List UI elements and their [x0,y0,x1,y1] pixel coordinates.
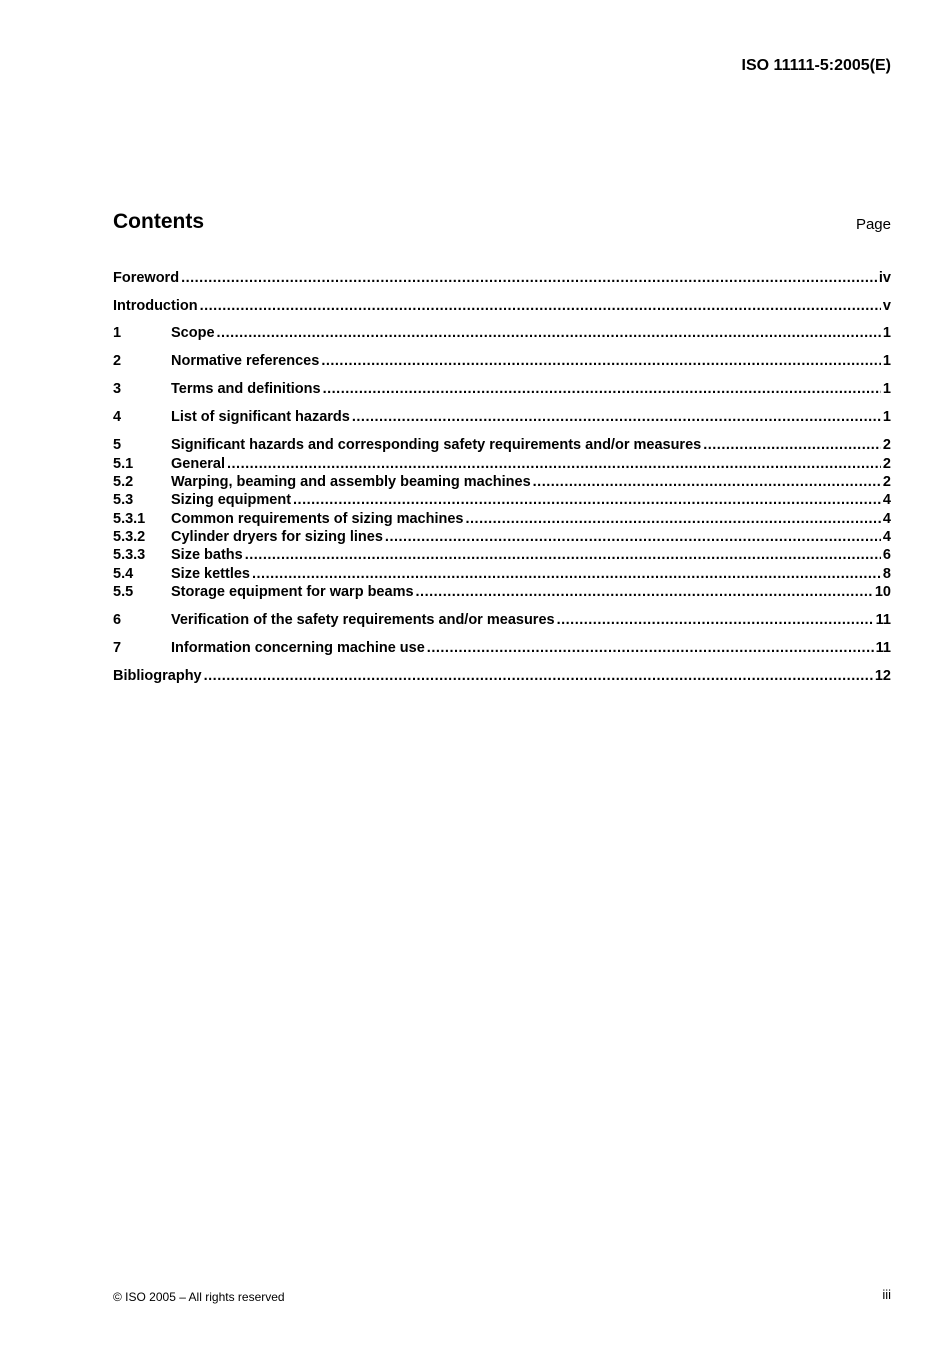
toc-number: 6 [113,612,122,628]
toc-entry-introduction[interactable] [113,297,891,315]
copyright-notice: © ISO 2005 – All rights reserved [113,1290,285,1304]
dot-leader [227,455,881,473]
toc-entry-5-3-2[interactable] [113,528,891,546]
toc-number: 5.3.3 [113,547,146,563]
toc-page: 2 [882,456,891,472]
toc-title: Information concerning machine use [171,640,425,656]
toc-entry-6[interactable] [113,611,891,629]
toc-page: 1 [882,353,891,369]
toc-title: Terms and definitions [171,381,321,397]
toc-entry-5-3-1[interactable] [113,510,891,528]
dot-leader [557,611,874,629]
dot-leader [427,639,874,657]
page-number: iii [882,1287,891,1302]
toc-page: 12 [874,668,891,684]
toc-number: 5.4 [113,566,134,582]
toc-page: 4 [882,529,891,545]
toc-entry-3[interactable] [113,380,891,398]
toc-page: 1 [882,381,891,397]
toc-title: Warping, beaming and assembly beaming machines [171,474,531,490]
toc-number: 5.2 [113,474,134,490]
toc-number: 5.5 [113,584,134,600]
dot-leader [293,491,881,509]
dot-leader [465,510,880,528]
toc-title: Normative references [171,353,320,369]
toc-number: 4 [113,409,122,425]
dot-leader [416,583,873,601]
toc-entry-5-3-3[interactable] [113,546,891,564]
toc-title: Storage equipment for warp beams [171,584,414,600]
dot-leader [703,436,881,454]
toc-page: 11 [875,640,891,656]
toc-number: 5 [113,437,122,453]
dot-leader [200,297,881,315]
toc-number: 2 [113,353,122,369]
dot-leader [181,269,877,287]
toc-page: 2 [882,437,891,453]
toc-entry-2[interactable] [113,352,891,370]
toc-title: Size baths [171,547,243,563]
dot-leader [245,546,881,564]
toc-title: Significant hazards and corresponding safety requirements and/or measures [171,437,702,453]
toc-number: 1 [113,325,122,341]
toc-title: Verification of the safety requirements and/or measures [171,612,555,628]
document-id: ISO 11111-5:2005(E) [741,57,891,74]
toc-number: 5.3.1 [113,511,146,527]
toc-page: 8 [882,566,891,582]
toc-title: Bibliography [113,668,202,684]
toc-title: Scope [171,325,215,341]
toc-title: Cylinder dryers for sizing lines [171,529,383,545]
toc-page: 11 [875,612,891,628]
toc-title: Introduction [113,298,198,314]
toc-entry-5-1[interactable] [113,455,891,473]
dot-leader [321,352,881,370]
toc-page: 1 [882,409,891,425]
toc-title: Foreword [113,270,180,286]
toc-title: General [171,456,225,472]
toc-entry-bibliography[interactable] [113,667,891,685]
toc-number: 3 [113,381,122,397]
toc-entry-1[interactable] [113,324,891,342]
contents-title: Contents [113,210,204,233]
dot-leader [323,380,881,398]
toc-title: Size kettles [171,566,250,582]
toc-page: 2 [882,474,891,490]
dot-leader [352,408,881,426]
toc-entry-5-3[interactable] [113,491,891,509]
toc-page: 10 [874,584,891,600]
toc-entry-5-4[interactable] [113,565,891,583]
toc-page: 6 [882,547,891,563]
page-column-label: Page [855,216,891,233]
toc-number: 5.3 [113,492,134,508]
dot-leader [533,473,881,491]
toc-entry-7[interactable] [113,639,891,657]
dot-leader [217,324,881,342]
dot-leader [385,528,881,546]
toc-entry-5-2[interactable] [113,473,891,491]
dot-leader [204,667,873,685]
toc-title: Sizing equipment [171,492,292,508]
toc-page: iv [878,270,891,286]
toc-page: 4 [882,492,891,508]
toc-number: 5.1 [113,456,134,472]
toc-page: 1 [882,325,891,341]
toc-entry-5-5[interactable] [113,583,891,601]
toc-number: 5.3.2 [113,529,146,545]
toc-entry-5[interactable] [113,436,891,454]
toc-page: 4 [882,511,891,527]
dot-leader [252,565,881,583]
toc-number: 7 [113,640,122,656]
toc-entry-foreword[interactable] [113,269,891,287]
toc-title: Common requirements of sizing machines [171,511,464,527]
toc-page: v [882,298,891,314]
toc-title: List of significant hazards [171,409,350,425]
toc-entry-4[interactable] [113,408,891,426]
